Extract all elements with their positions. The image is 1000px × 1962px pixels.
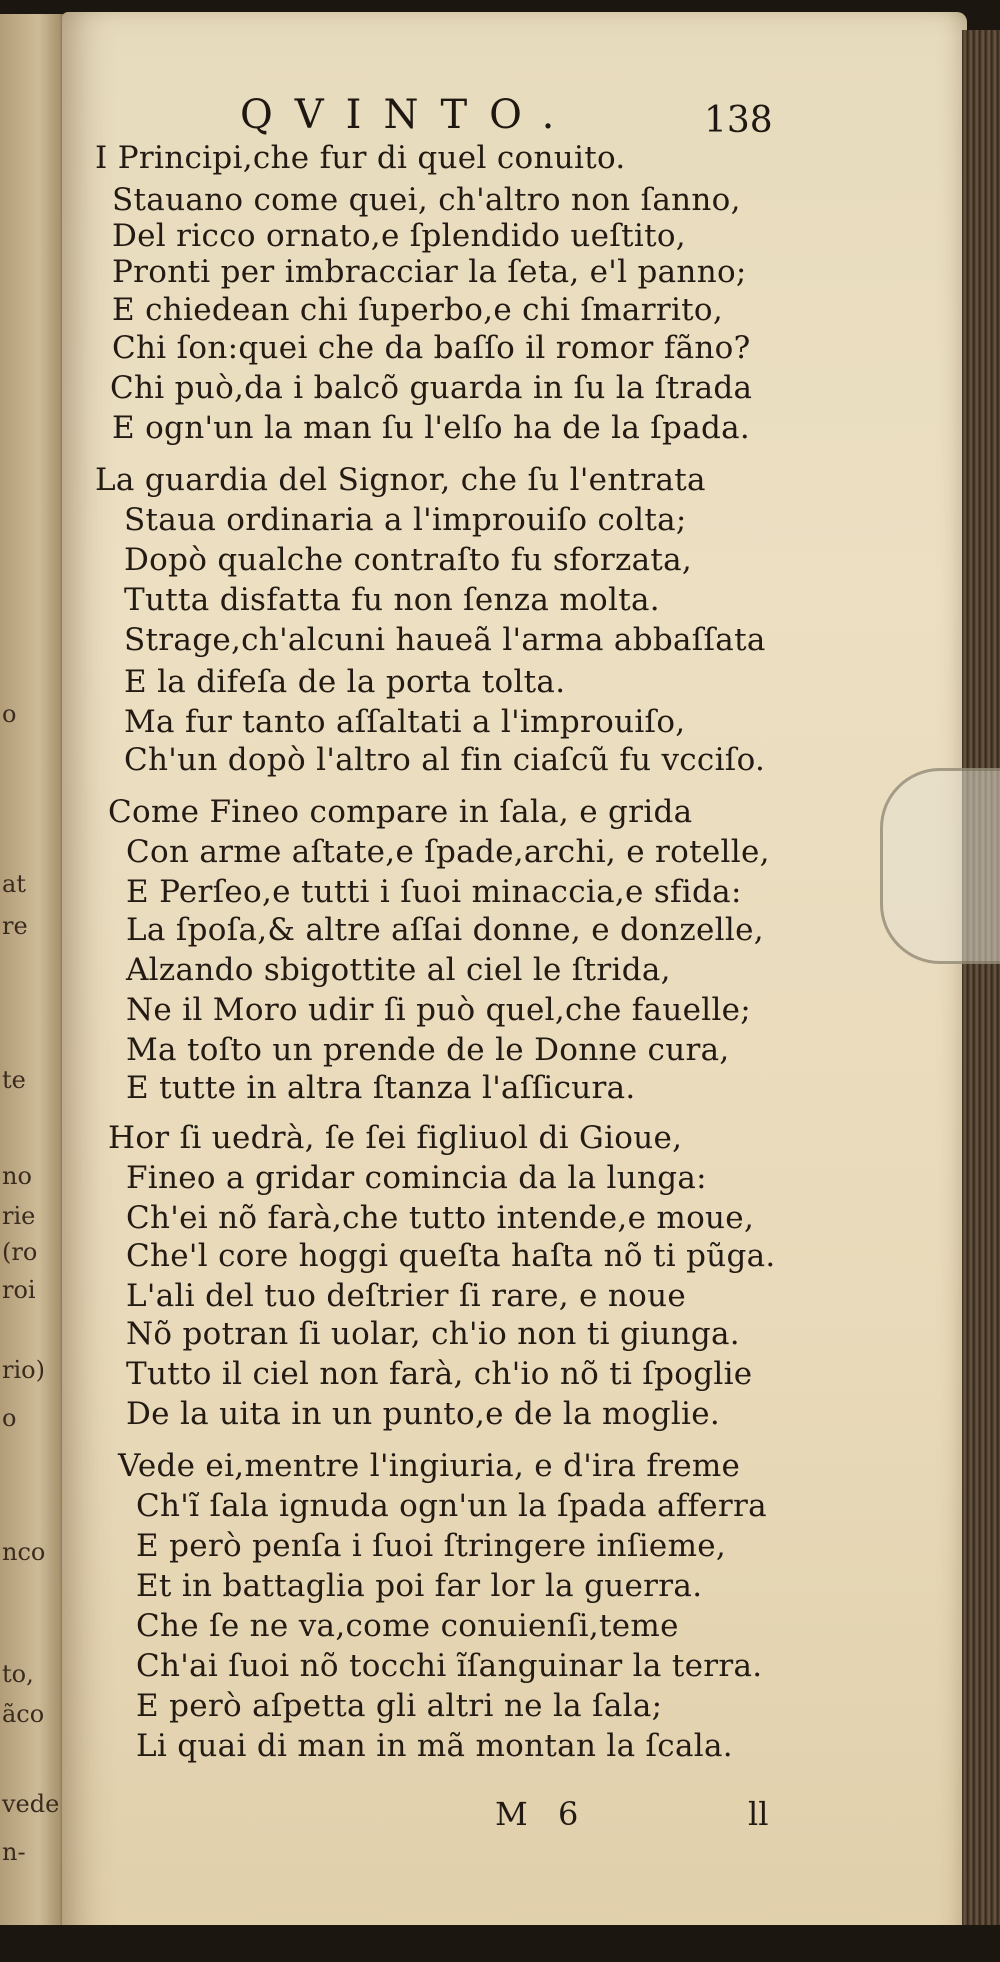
- verse-line: Ma toſto un prende de le Donne cura,: [126, 1032, 730, 1068]
- verse-line: Staua ordinaria a l'improuiſo colta;: [124, 502, 687, 538]
- left-fragment: (ro: [2, 1238, 38, 1266]
- verse-line: E però aſpetta gli altri ne la ſala;: [136, 1688, 663, 1724]
- page-clip: [880, 768, 1000, 964]
- left-fragment: rie: [2, 1202, 36, 1230]
- verse-line: E Perſeo,e tutti i ſuoi minaccia,e sfida:: [126, 874, 742, 910]
- verse-line: Vede ei,mentre l'ingiuria, e d'ira freme: [118, 1448, 741, 1484]
- left-fragment: o: [2, 700, 17, 728]
- left-fragment: te: [2, 1066, 26, 1094]
- left-fragment: n-: [2, 1838, 26, 1866]
- left-fragment: re: [2, 912, 28, 940]
- verse-line: Ch'ĩ ſala ignuda ogn'un la ſpada afferra: [136, 1488, 767, 1524]
- verse-line: De la uita in un punto,e de la moglie.: [126, 1396, 721, 1432]
- verse-line: Fineo a gridar comincia da la lunga:: [126, 1160, 707, 1196]
- verse-line: Hor ſi uedrà, ſe ſei figliuol di Gioue,: [108, 1120, 683, 1156]
- left-fragment: at: [2, 870, 26, 898]
- verse-line: Del ricco ornato,e ſplendido ueſtito,: [112, 218, 686, 254]
- verse-line: Ne il Moro udir ſi può quel,che fauelle;: [126, 992, 752, 1028]
- verse-line: Et in battaglia poi far lor la guerra.: [136, 1568, 703, 1604]
- verse-line: Tutta disfatta fu non ſenza molta.: [124, 582, 660, 618]
- verse-line: E la difeſa de la porta tolta.: [124, 664, 566, 700]
- verse-line: E chiedean chi ſuperbo,e chi ſmarrito,: [112, 292, 724, 328]
- verse-line: Chi può,da i balcõ guarda in ſu la ſtrada: [110, 370, 753, 406]
- verse-line: Pronti per imbracciar la ſeta, e'l panno;: [112, 254, 747, 290]
- left-fragment: to,: [2, 1660, 34, 1688]
- page-number: 138: [704, 100, 773, 141]
- left-fragment: rio): [2, 1356, 45, 1384]
- verse-line: Dopò qualche contraſto fu sforzata,: [124, 542, 693, 578]
- verse-line: Che ſe ne va,come conuienſi,teme: [136, 1608, 679, 1644]
- verse-line: E però penſa i ſuoi ſtringere inſieme,: [136, 1528, 727, 1564]
- verse-line: Ch'un dopò l'altro al fin ciaſcũ fu vcciſo.: [124, 742, 766, 778]
- verse-line: Con arme aſtate,e ſpade,archi, e rotelle,: [126, 834, 770, 870]
- verse-line: Alzando sbigottite al ciel le ſtrida,: [126, 952, 671, 988]
- bottom-shadow: [0, 1925, 1000, 1962]
- verse-line: La ſpoſa,& altre aſſai donne, e donzelle,: [126, 912, 764, 948]
- left-fragment: o: [2, 1404, 17, 1432]
- left-fragment: roi: [2, 1276, 36, 1304]
- verse-line: Chi ſon:quei che da baſſo il romor fãno?: [112, 330, 751, 366]
- verse-line: La guardia del Signor, che ſu l'entrata: [95, 462, 706, 498]
- verse-line: L'ali del tuo deſtrier ſi rare, e noue: [126, 1278, 686, 1314]
- left-fragment: vede: [2, 1790, 60, 1818]
- verse-line: Stauano come quei, ch'altro non ſanno,: [112, 182, 741, 218]
- verse-line: Che'l core hoggi queſta haſta nõ ti pũga.: [126, 1238, 776, 1274]
- verse-line: Tutto il ciel non farà, ch'io nõ ti ſpoglie: [126, 1356, 753, 1392]
- verse-line: Nõ potran ſi uolar, ch'io non ti giunga.: [126, 1316, 740, 1352]
- signature-page-mark: ll: [748, 1795, 769, 1833]
- verse-line: E ogn'un la man ſu l'elſo ha de la ſpada.: [112, 410, 751, 446]
- verse-line: Li quai di man in mã montan la ſcala.: [136, 1728, 733, 1764]
- verse-line: Come Fineo compare in ſala, e grida: [108, 794, 693, 830]
- verse-line: Ma fur tanto aſſaltati a l'improuiſo,: [124, 704, 686, 740]
- verse-line: Strage,ch'alcuni haueã l'arma abbaſſata: [124, 622, 766, 658]
- left-fragment: no: [2, 1162, 32, 1190]
- verse-line: Ch'ei nõ farà,che tutto intende,e moue,: [126, 1200, 755, 1236]
- page-block-edge: [962, 30, 1000, 1962]
- verse-line: E tutte in altra ſtanza l'aſſicura.: [126, 1070, 636, 1106]
- left-fragment: ãco: [2, 1700, 45, 1728]
- signature-mark: M 6: [495, 1795, 589, 1833]
- left-fragment: nco: [2, 1538, 46, 1566]
- running-head: QVINTO.: [240, 92, 577, 138]
- verse-line: Ch'ai ſuoi nõ tocchi ĩſanguinar la terra.: [136, 1648, 763, 1684]
- verse-line: I Principi,che fur di quel conuito.: [95, 140, 626, 176]
